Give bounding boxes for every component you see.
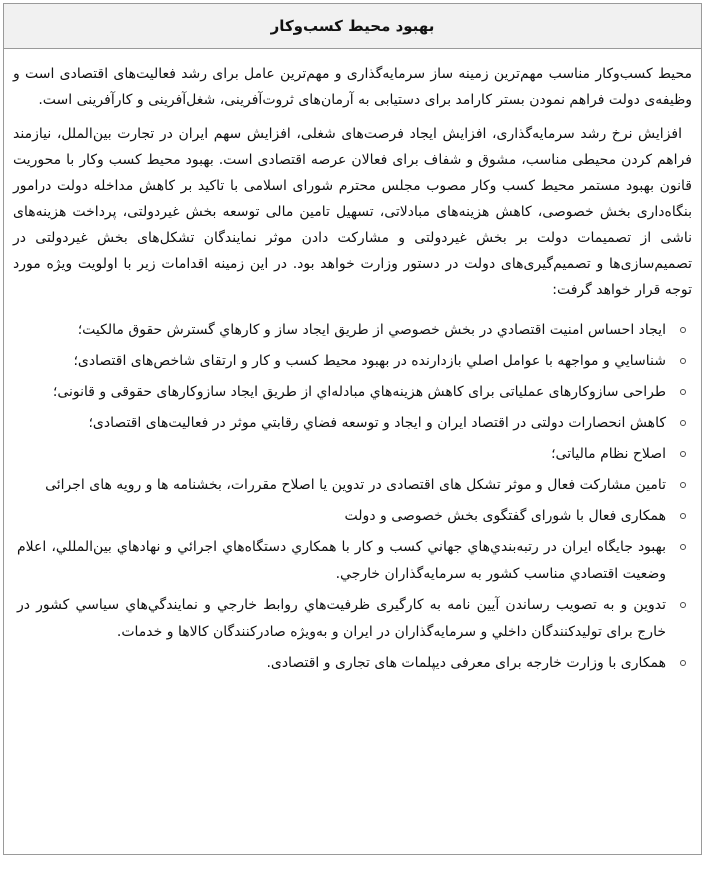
- list-item: [13, 534, 692, 588]
- panel-body: [4, 49, 701, 677]
- hollow-circle-bullet-icon: [680, 389, 686, 395]
- list-item-text: تدوین و به تصویب رساندن آیین نامه به کارگیری ظرفیت‌هاي روابط خارجي و نمايندگي‌هاي سياسي كشور در خارج برای توليدكنندگان داخلي و سرمايه‌گذاران در ايران و به‌ويژه صادركنندگان كالاها و خدمات.: [17, 597, 666, 640]
- content-panel: [3, 3, 702, 855]
- list-item: [13, 379, 692, 406]
- hollow-circle-bullet-icon: [680, 602, 686, 608]
- list-item-text: طراحی سازوكارهای عملیاتی برای کاهش هزینه‌هاي مبادله‌اي از طریق ایجاد سازوكارهای حقوقی و قانونی؛: [52, 384, 666, 400]
- hollow-circle-bullet-icon: [680, 420, 686, 426]
- list-item-text: همکاری فعال با شورای گفتگوی بخش خصوصی و دولت: [344, 508, 666, 524]
- hollow-circle-bullet-icon: [680, 358, 686, 364]
- list-item-text: بهبود جايگاه ايران در رتبه‌بندي‌هاي جهاني كسب و كار با همكاري دستگاه‌هاي اجرائي و نهادهاي بين‌المللي، اعلام وضعیت اقتصادي مناسب كشور به سرمايه‌گذاران خارجي.: [17, 539, 666, 582]
- list-item: [13, 410, 692, 437]
- list-item: [13, 472, 692, 499]
- hollow-circle-bullet-icon: [680, 513, 686, 519]
- list-item-text: همکاری با وزارت خارجه برای معرفی دیپلمات های تجاری و اقتصادی.: [266, 655, 666, 671]
- hollow-circle-bullet-icon: [680, 482, 686, 488]
- list-item-text: ايجاد احساس امنيت اقتصادي در بخش خصوصي از طريق ايجاد ساز و كارهاي گسترش حقوق مالكيت؛: [77, 322, 666, 338]
- list-item-text: كاهش انحصارات دولتی در اقتصاد ايران و ايجاد و توسعه فضاي رقابتي موثر در فعاليت‌های اقتصادی؛: [88, 415, 666, 431]
- page-title: بهبود محیط کسب‌وکار: [270, 17, 435, 35]
- list-item: [13, 348, 692, 375]
- list-item-text: اصلاح نظام مالیاتی؛: [551, 446, 666, 462]
- hollow-circle-bullet-icon: [680, 660, 686, 666]
- hollow-circle-bullet-icon: [680, 544, 686, 550]
- hollow-circle-bullet-icon: [680, 327, 686, 333]
- list-item: [13, 503, 692, 530]
- list-item: [13, 441, 692, 468]
- panel-header: [4, 4, 701, 49]
- actions-list: [13, 317, 692, 677]
- intro-paragraph: محیط کسب‌وکار مناسب مهم‌ترین زمینه ساز سرمایه‌گذاری و مهم‌ترین عامل برای رشد فعالیت‌های اقتصادی است و وظیفه‌ی دولت فراهم نمودن بستر کارامد برای دستیابی به آرمان‌های ثروت‌آفرینی، شغل‌آفرینی و کارآفرینی است.: [13, 66, 692, 108]
- list-item: [13, 650, 692, 677]
- list-item-text: شناسايي و مواجهه با عوامل اصلي بازدارنده در بهبود محیط کسب و کار و ارتقای شاخص‌های اقتصادی؛: [73, 353, 666, 369]
- policy-paragraph: افزایش نرخ رشد سرمایه‌گذاری، افزایش ایجاد فرصت‌های شغلی، افزایش سهم ایران در تجارت بین‌الملل، نیازمند فراهم کردن محیطی مناسب، مشوق و شفاف برای فعالان عرصه اقتصادی است. بهبود محیط کسب وکار با محوریت قانون بهبود مستمر محیط کسب وکار مصوب مجلس محترم شورای اسلامی با تاکید بر کاهش مداخله دولت درامور بنگاه‌داری بخش خصوصی، کاهش هزینه‌های مبادلاتی، تسهیل تامین مالی توسعه بخش غیردولتی، پرداخت هزینه‌های ناشی از تصمیمات دولت بر بخش غیردولتی و مشارکت دادن موثر نمایندگان تشکل‌های بخش غیردولتی در تصمیم‌سازی‌ها و تصمیم‌گیری‌های دولت در دستور وزارت خواهد بود. در این زمینه اقدامات زیر با اولویت ویژه مورد توجه قرار خواهد گرفت:: [13, 126, 692, 298]
- list-item: [13, 317, 692, 344]
- list-item-text: تامین مشارکت فعال و موثر تشکل های اقتصادی در تدوین یا اصلاح مقررات، بخشنامه ها و رویه های اجرائی: [45, 477, 666, 493]
- hollow-circle-bullet-icon: [680, 451, 686, 457]
- list-item: [13, 592, 692, 646]
